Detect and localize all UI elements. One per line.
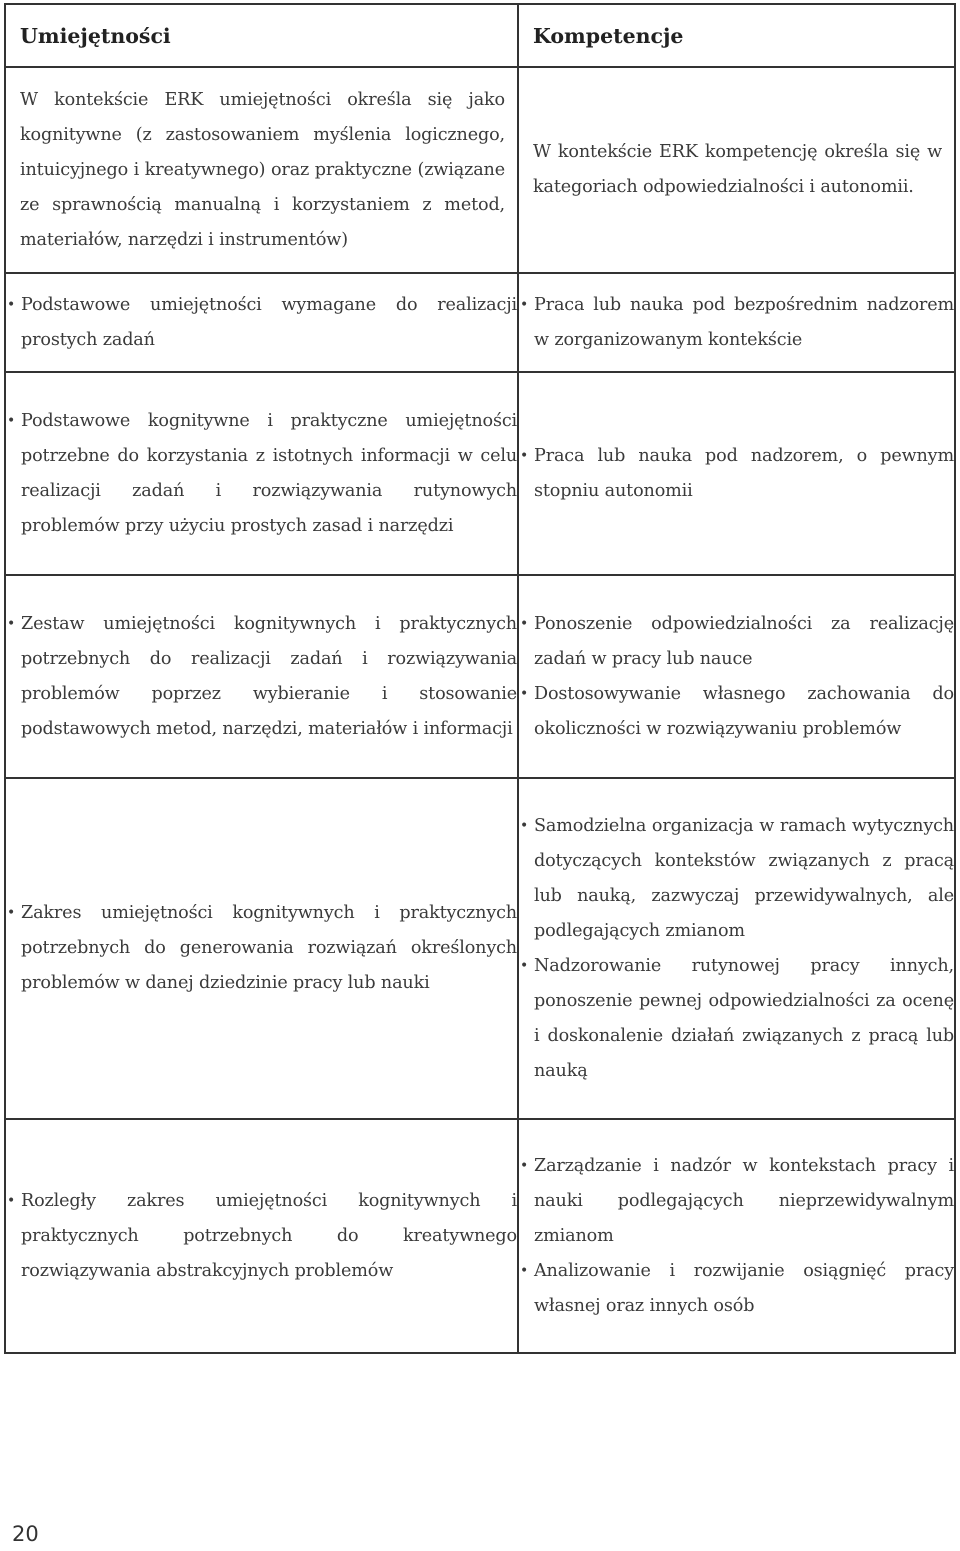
bullet-icon: •	[7, 615, 16, 632]
competences-cell	[518, 273, 955, 372]
header-row	[5, 4, 955, 67]
bullet-icon: •	[520, 1262, 529, 1279]
list-item	[519, 439, 954, 509]
skill-text: Rozległy zakres umiejętności kognitywnych i praktycznych potrzebnych do kreatywnego rozwiązywania abstrakcyjnych problemów	[21, 1190, 517, 1281]
list-item	[519, 288, 954, 358]
competence-text: Praca lub nauka pod bezpośrednim nadzorem w zorganizowanym kontekście	[534, 294, 954, 350]
competence-text: Ponoszenie odpowiedzialności za realizację zadań w pracy lub nauce	[534, 613, 954, 669]
list-item	[6, 288, 517, 358]
skills-competences-table	[4, 3, 956, 1354]
skill-text: Zestaw umiejętności kognitywnych i praktycznych potrzebnych do realizacji zadań i rozwiązywania problemów poprzez wybieranie i stosowanie podstawowych metod, narzędzi, materiałów i informacji	[21, 613, 517, 739]
intro-skills-text: W kontekście ERK umiejętności określa się jako kognitywne (z zastosowaniem myślenia logicznego, intuicyjnego i kreatywnego) oraz praktyczne (związane ze sprawnością manualną i korzystaniem z metod, materiałów, narzędzi i instrumentów)	[20, 89, 505, 250]
skill-text: Zakres umiejętności kognitywnych i praktycznych potrzebnych do generowania rozwiązań określonych problemów w danej dziedzinie pracy lub nauki	[21, 903, 517, 993]
list-item	[6, 1184, 517, 1289]
competences-cell	[518, 778, 955, 1119]
competence-text: Praca lub nauka pod nadzorem, o pewnym stopniu autonomii	[534, 445, 954, 501]
list-item	[519, 809, 954, 949]
bullet-icon: •	[520, 685, 529, 702]
bullet-icon: •	[520, 957, 529, 974]
list-item	[519, 677, 954, 747]
skills-cell	[5, 372, 518, 575]
table-row	[5, 778, 955, 1119]
page-number: 20	[12, 1522, 39, 1546]
intro-competences-cell	[518, 67, 955, 273]
competences-cell	[518, 1119, 955, 1353]
competences-cell	[518, 372, 955, 575]
list-item	[6, 607, 517, 747]
list-item	[519, 607, 954, 677]
bullet-icon: •	[7, 905, 16, 921]
bullet-icon: •	[520, 296, 529, 313]
table-row	[5, 273, 955, 372]
bullet-icon: •	[520, 817, 529, 834]
bullet-icon: •	[7, 1192, 16, 1209]
list-item	[6, 896, 517, 1001]
bullet-icon: •	[7, 296, 16, 313]
intro-row	[5, 67, 955, 273]
bullet-icon: •	[520, 1157, 529, 1174]
skills-cell	[5, 273, 518, 372]
skill-text: Podstawowe kognitywne i praktyczne umiejętności potrzebne do korzystania z istotnych informacji w celu realizacji zadań i rozwiązywania rutynowych problemów przy użyciu prostych zasad i narzędzi	[21, 410, 517, 536]
table-row	[5, 372, 955, 575]
table-row	[5, 1119, 955, 1353]
list-item	[519, 1254, 954, 1324]
list-item	[519, 1149, 954, 1254]
header-skills: Umiejętności	[5, 4, 518, 67]
competence-text: Samodzielna organizacja w ramach wytycznych dotyczących kontekstów związanych z pracą lub nauką, zazwyczaj przewidywalnych, ale podlegających zmianom	[534, 815, 954, 941]
bullet-icon: •	[7, 412, 16, 429]
intro-competences-text: W kontekście ERK kompetencję określa się w kategoriach odpowiedzialności i autonomii.	[533, 142, 942, 197]
competence-text: Nadzorowanie rutynowej pracy innych, ponoszenie pewnej odpowiedzialności za ocenę i doskonalenie działań związanych z pracą lub nauką	[534, 955, 954, 1081]
competence-text: Zarządzanie i nadzór w kontekstach pracy i nauki podlegających nieprzewidywalnym zmianom	[534, 1155, 954, 1246]
competence-text: Analizowanie i rozwijanie osiągnięć pracy własnej oraz innych osób	[534, 1260, 954, 1316]
skills-cell	[5, 1119, 518, 1353]
list-item	[519, 949, 954, 1089]
bullet-icon: •	[520, 615, 529, 632]
header-competences: Kompetencje	[518, 4, 955, 67]
table-row	[5, 575, 955, 778]
competences-cell	[518, 575, 955, 778]
list-item	[6, 404, 517, 544]
bullet-icon: •	[520, 447, 529, 464]
skills-cell	[5, 575, 518, 778]
intro-skills-cell	[5, 67, 518, 273]
skill-text: Podstawowe umiejętności wymagane do realizacji prostych zadań	[21, 294, 517, 350]
skills-cell	[5, 778, 518, 1119]
competence-text: Dostosowywanie własnego zachowania do okoliczności w rozwiązywaniu problemów	[534, 683, 954, 739]
